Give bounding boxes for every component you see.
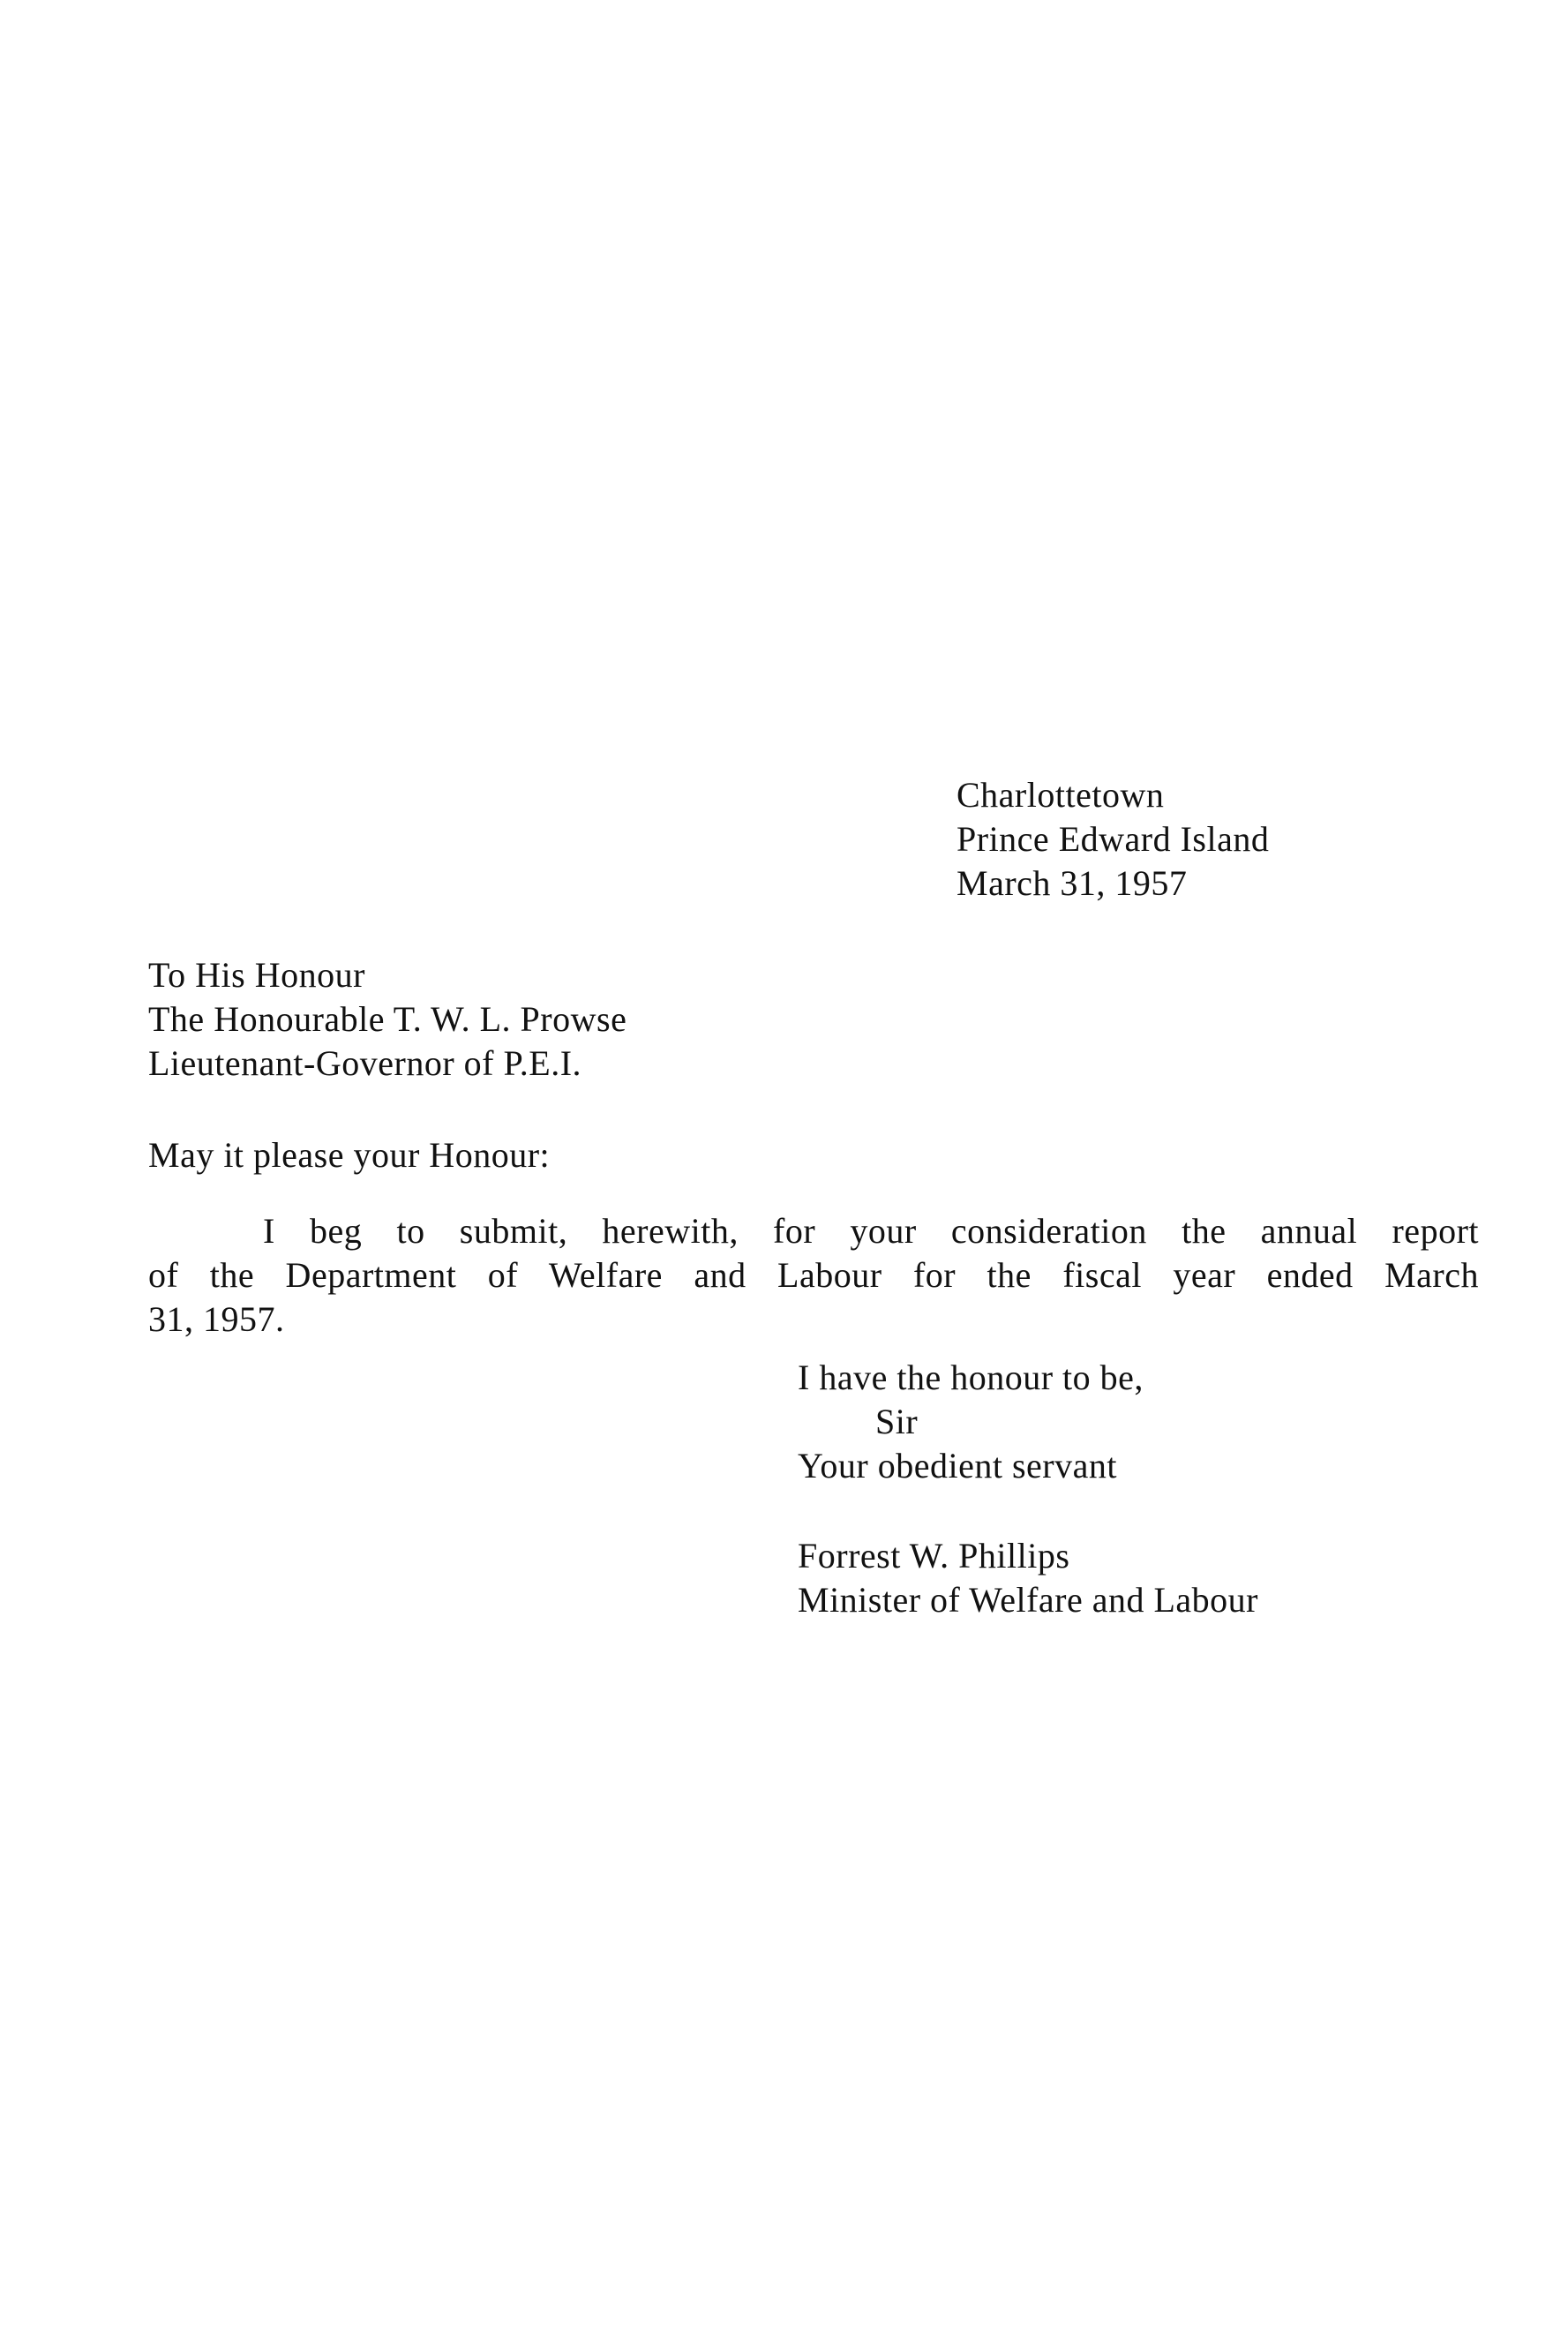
recipient-line: The Honourable T. W. L. Prowse xyxy=(148,999,627,1039)
body-line: 31, 1957. xyxy=(148,1299,285,1339)
body-line: I beg to submit, herewith, for your consideration the annual report xyxy=(263,1211,1479,1251)
signatory-name: Forrest W. Phillips xyxy=(798,1536,1070,1576)
sender-province: Prince Edward Island xyxy=(957,819,1270,859)
recipient-line: Lieutenant-Governor of P.E.I. xyxy=(148,1043,582,1083)
letter-date: March 31, 1957 xyxy=(957,863,1188,903)
body-line: of the Department of Welfare and Labour for the fiscal year ended March xyxy=(148,1255,1479,1295)
recipient-line: To His Honour xyxy=(148,955,365,995)
signatory-title: Minister of Welfare and Labour xyxy=(798,1580,1258,1620)
salutation: May it please your Honour: xyxy=(148,1135,551,1175)
closing-line: Your obedient servant xyxy=(798,1446,1117,1485)
closing-line: I have the honour to be, xyxy=(798,1358,1144,1397)
closing-line: Sir xyxy=(875,1402,919,1441)
sender-city: Charlottetown xyxy=(957,775,1165,815)
